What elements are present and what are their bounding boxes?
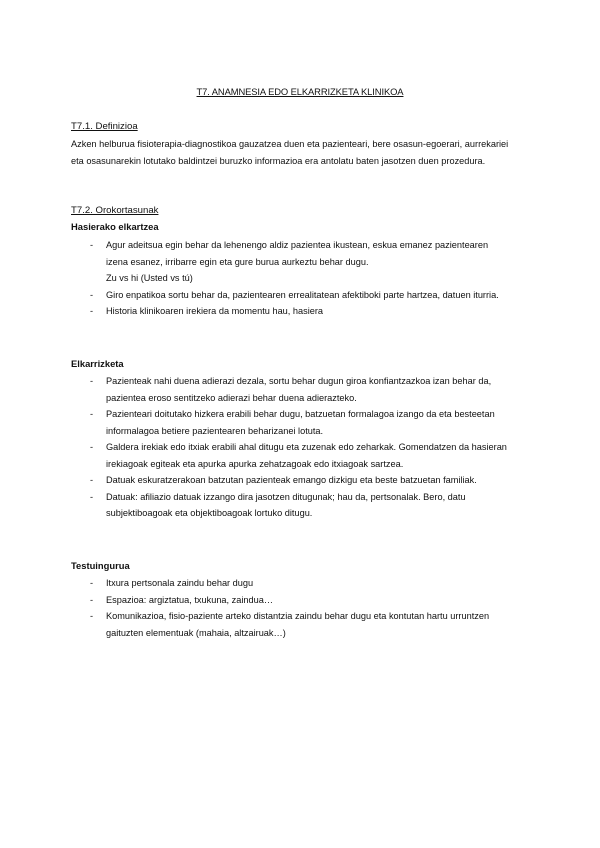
list-item — [71, 406, 511, 439]
section-heading-definition: T7.1. Definizioa — [71, 121, 138, 132]
list-item — [71, 439, 511, 472]
bullet-dash: - — [90, 289, 94, 300]
subheading-context: Testuingurua — [71, 560, 130, 571]
subheading-interview: Elkarrizketa — [71, 358, 124, 369]
context-list — [71, 575, 511, 641]
list-item-text: Giro enpatikoa sortu behar da, pazientearen errealitatean afektiboki parte hartzea, datuen iturria. — [106, 289, 499, 300]
list-item-text: Itxura pertsonala zaindu behar dugu — [106, 578, 254, 588]
list-item-extra: Zu vs hi (Usted vs tú) — [106, 273, 193, 283]
list-item — [71, 608, 511, 641]
list-item — [71, 489, 511, 522]
bullet-dash: - — [90, 376, 94, 386]
greeting-list — [71, 237, 511, 320]
section-interview — [71, 357, 541, 522]
list-item — [71, 237, 511, 287]
list-item-text: Historia klinikoaren irekiera da momentu hau, hasiera — [106, 306, 324, 316]
list-item — [71, 575, 511, 592]
definition-paragraph: Azken helburua fisioterapia-diagnostikoa gauzatzea duen eta pazienteari, bere osasun-egoerari, aurrekariei eta osasunarekin lotutako baldintzei buruzko informazioa era antolatu baten jasotzen duen prozedura. — [71, 139, 509, 166]
bullet-dash: - — [90, 491, 94, 502]
document-title: T7. ANAMNESIA EDO ELKARRIZKETA KLINIKOA — [196, 86, 404, 97]
bullet-dash: - — [90, 240, 94, 250]
list-item — [71, 592, 511, 609]
list-item — [71, 472, 511, 489]
section-definition — [71, 120, 541, 169]
section-heading-general: T7.2. Orokortasunak — [71, 205, 159, 216]
bullet-dash: - — [90, 611, 94, 621]
list-item-text: Agur adeitsua egin behar da lehenengo aldiz pazientea ikustean, eskua emanez pazientearen izena esanez, irribarre egin eta gure burua aurkeztu behar dugu. — [106, 240, 489, 267]
list-item-text: Komunikazioa, fisio-paziente arteko distantzia zaindu behar dugu eta kontutan hartu urruntzen gaituzten elementuak (mahaia, altzairuak…) — [106, 611, 490, 638]
subheading-greeting: Hasierako elkartzea — [71, 221, 159, 232]
list-item-text: Datuak eskuratzerakoan batzutan pazienteak emango dizkigu eta beste batzuetan familiak. — [106, 475, 477, 485]
list-item-text: Galdera irekiak edo itxiak erabili ahal ditugu eta zuzenak edo zeharkak. Gomendatzen da hasieran irekiagoak egiteak eta apurka apurka zehatzagoak edo itxiagoak sartzea. — [106, 442, 507, 469]
bullet-dash: - — [90, 409, 94, 419]
bullet-dash: - — [90, 594, 94, 605]
list-item-text: Pazienteak nahi duena adierazi dezala, sortu behar dugun giroa konfiantzazkoa izan behar da, pazientea eroso sentitzeko adierazi behar duena adierazteko. — [106, 376, 492, 403]
section-context — [71, 559, 541, 641]
list-item-text: Espazioa: argiztatua, txukuna, zaindua… — [106, 594, 274, 605]
list-item — [71, 287, 511, 304]
list-item-text: Pazienteari doitutako hizkera erabili behar dugu, batzuetan formalagoa izango da eta besteetan informalagoa betiere pazientearen beharizanei lotuta. — [106, 409, 495, 436]
bullet-dash: - — [90, 475, 94, 485]
bullet-dash: - — [90, 578, 94, 588]
list-item — [71, 303, 511, 320]
list-item — [71, 373, 511, 406]
bullet-dash: - — [90, 442, 94, 452]
bullet-dash: - — [90, 306, 94, 316]
section-general — [71, 204, 541, 320]
interview-list — [71, 373, 511, 522]
list-item-text: Datuak: afiliazio datuak izzango dira jasotzen ditugunak; hau da, pertsonalak. Bero, datu subjektiboagoak eta objektiboagoak lortuko ditugu. — [106, 491, 466, 518]
